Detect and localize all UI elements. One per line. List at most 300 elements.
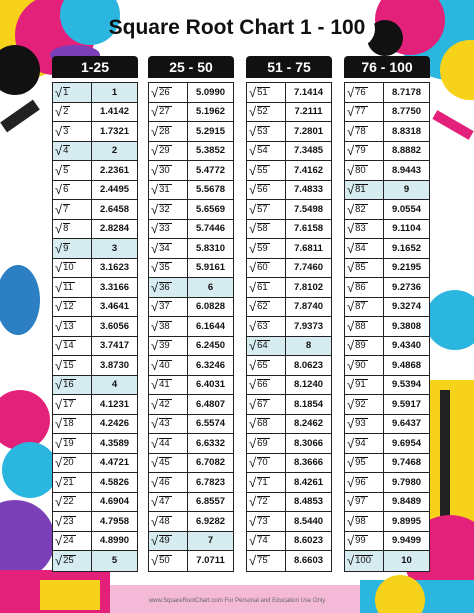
radicand-number: 9 — [63, 242, 69, 254]
radicand-cell — [53, 434, 92, 453]
radical-sign-icon: √ — [151, 435, 159, 451]
radical-sign-icon: √ — [55, 338, 63, 354]
radicand-cell — [53, 551, 92, 571]
table-row — [247, 454, 331, 474]
radicand-cell — [345, 239, 384, 258]
root-value: 2.2361 — [99, 164, 130, 176]
root-value: 6.2450 — [195, 340, 226, 352]
radicand-cell — [149, 532, 188, 551]
radicand-cell — [345, 83, 384, 102]
radicand-cell — [53, 200, 92, 219]
radicand-number: 83 — [355, 223, 366, 235]
root-value: 3.7417 — [99, 340, 130, 352]
radical-sign-icon: √ — [151, 396, 159, 412]
radicand-cell — [149, 376, 188, 395]
root-value: 2.4495 — [99, 184, 130, 196]
root-value: 7.6811 — [294, 242, 323, 254]
table-row — [149, 83, 233, 103]
radical-sign-icon: √ — [249, 162, 257, 178]
radicand-cell — [149, 454, 188, 473]
root-value: 7 — [207, 535, 214, 547]
radicand-number: 20 — [63, 457, 74, 469]
table-row — [149, 532, 233, 552]
radicand-cell — [247, 200, 286, 219]
table-row — [53, 142, 137, 162]
radicand-number: 61 — [257, 281, 268, 293]
radicand-cell — [149, 103, 188, 122]
radical-sign-icon: √ — [55, 357, 63, 373]
root-value: 5.1962 — [195, 106, 226, 118]
radicand-cell — [345, 551, 384, 571]
table-row — [53, 512, 137, 532]
radical-sign-icon: √ — [55, 162, 63, 178]
radicand-number: 54 — [257, 145, 268, 157]
radicand-number: 99 — [355, 535, 366, 547]
radical-sign-icon: √ — [151, 318, 159, 334]
table-row — [149, 512, 233, 532]
radical-sign-icon: √ — [151, 279, 159, 295]
table-row — [53, 395, 137, 415]
table-row — [247, 220, 331, 240]
radical-sign-icon: √ — [347, 435, 355, 451]
radical-sign-icon: √ — [249, 182, 257, 198]
root-value: 6.7082 — [195, 457, 226, 469]
radical-sign-icon: √ — [151, 533, 159, 549]
radicand-cell — [53, 122, 92, 141]
radicand-cell — [149, 83, 188, 102]
radical-sign-icon: √ — [249, 221, 257, 237]
radicand-number: 44 — [159, 437, 170, 449]
radicand-number: 45 — [159, 457, 170, 469]
radicand-number: 28 — [159, 125, 170, 137]
table-row — [345, 493, 429, 513]
root-value: 1.4142 — [99, 106, 130, 118]
table-row — [149, 376, 233, 396]
table-row — [53, 532, 137, 552]
root-value: 5.6569 — [195, 203, 226, 215]
root-value: 8.3066 — [293, 437, 324, 449]
radicand-cell — [247, 434, 286, 453]
radicand-number: 53 — [257, 125, 268, 137]
table-row — [149, 415, 233, 435]
table-row — [345, 317, 429, 337]
radicand-cell — [53, 142, 92, 161]
radicand-cell — [53, 220, 92, 239]
root-value: 7.8740 — [293, 301, 324, 313]
radicand-number: 78 — [355, 125, 366, 137]
radicand-number: 6 — [63, 184, 69, 196]
table-row — [247, 259, 331, 279]
column-header: 25 - 50 — [148, 56, 234, 78]
radicand-cell — [247, 298, 286, 317]
radicand-number: 11 — [63, 281, 74, 293]
radical-sign-icon: √ — [55, 396, 63, 412]
radicand-number: 59 — [257, 242, 268, 254]
root-value: 4 — [111, 379, 118, 391]
radicand-number: 2 — [63, 106, 69, 118]
radical-sign-icon: √ — [55, 279, 63, 295]
table-row — [345, 395, 429, 415]
root-value: 3.1623 — [99, 262, 130, 274]
table-row — [247, 551, 331, 571]
table-row — [345, 512, 429, 532]
radicand-number: 29 — [159, 145, 170, 157]
root-value: 9 — [403, 184, 410, 196]
radicand-number: 79 — [355, 145, 366, 157]
root-value: 8.8882 — [391, 145, 422, 157]
table-row — [149, 161, 233, 181]
root-value: 8.2462 — [293, 418, 324, 430]
radicand-number: 74 — [257, 535, 268, 547]
radicand-cell — [345, 493, 384, 512]
root-value: 6.4031 — [195, 379, 226, 391]
table-row — [345, 103, 429, 123]
radicand-cell — [345, 122, 384, 141]
radical-sign-icon: √ — [55, 240, 63, 256]
radical-sign-icon: √ — [249, 474, 257, 490]
radicand-cell — [149, 122, 188, 141]
radicand-number: 97 — [355, 496, 366, 508]
root-value: 6.5574 — [195, 418, 226, 430]
root-value: 6.9282 — [195, 515, 226, 527]
root-value: 9.5917 — [391, 398, 422, 410]
radicand-number: 48 — [159, 515, 170, 527]
column-4 — [344, 56, 430, 572]
radical-sign-icon: √ — [151, 494, 159, 510]
radicand-cell — [345, 220, 384, 239]
root-value: 10 — [401, 555, 412, 567]
table-row — [149, 220, 233, 240]
radicand-cell — [247, 532, 286, 551]
table-row — [247, 239, 331, 259]
table-row — [247, 493, 331, 513]
root-value: 5.3852 — [195, 145, 226, 157]
radical-sign-icon: √ — [55, 104, 63, 120]
root-value: 8 — [305, 340, 312, 352]
page-title: Square Root Chart 1 - 100 — [108, 16, 366, 39]
radicand-number: 94 — [355, 437, 366, 449]
table-row — [345, 83, 429, 103]
radicand-number: 8 — [63, 223, 69, 235]
radical-sign-icon: √ — [55, 494, 63, 510]
radicand-cell — [53, 181, 92, 200]
table-row — [53, 161, 137, 181]
table-row — [149, 122, 233, 142]
radicand-number: 86 — [355, 281, 366, 293]
radical-sign-icon: √ — [347, 143, 355, 159]
radical-sign-icon: √ — [55, 221, 63, 237]
radicand-number: 16 — [63, 379, 74, 391]
radicand-number: 64 — [257, 340, 268, 352]
radicand-number: 40 — [159, 359, 170, 371]
radicand-number: 3 — [63, 125, 69, 137]
root-value: 8.9443 — [391, 164, 422, 176]
radical-sign-icon: √ — [151, 377, 159, 393]
root-value: 5.0990 — [195, 86, 226, 98]
table-row — [53, 83, 137, 103]
radicand-cell — [247, 376, 286, 395]
column-header: 76 - 100 — [344, 56, 430, 78]
radicand-number: 21 — [63, 476, 74, 488]
root-value: 3 — [111, 242, 118, 254]
radicand-number: 63 — [257, 320, 268, 332]
root-value: 6 — [207, 281, 214, 293]
radicand-cell — [149, 200, 188, 219]
radical-sign-icon: √ — [347, 396, 355, 412]
root-value: 4.4721 — [99, 457, 130, 469]
radical-sign-icon: √ — [151, 513, 159, 529]
radical-sign-icon: √ — [249, 123, 257, 139]
radical-sign-icon: √ — [55, 513, 63, 529]
radicand-number: 30 — [159, 164, 170, 176]
radicand-cell — [149, 317, 188, 336]
root-value: 9.3274 — [391, 301, 422, 313]
radicand-number: 60 — [257, 262, 268, 274]
radicand-cell — [149, 181, 188, 200]
radicand-number: 39 — [159, 340, 170, 352]
radicand-cell — [247, 278, 286, 297]
radical-sign-icon: √ — [55, 455, 63, 471]
root-value: 6.8557 — [195, 496, 226, 508]
table-row — [345, 239, 429, 259]
radical-sign-icon: √ — [151, 338, 159, 354]
radicand-number: 56 — [257, 184, 268, 196]
table-row — [149, 493, 233, 513]
table-row — [247, 434, 331, 454]
radical-sign-icon: √ — [151, 221, 159, 237]
radical-sign-icon: √ — [249, 533, 257, 549]
radicand-number: 93 — [355, 418, 366, 430]
radicand-cell — [247, 473, 286, 492]
root-value: 9.8489 — [391, 496, 422, 508]
radicand-cell — [247, 161, 286, 180]
radical-sign-icon: √ — [347, 416, 355, 432]
root-value: 8.6023 — [293, 535, 324, 547]
table-row — [149, 200, 233, 220]
root-value: 4.2426 — [99, 418, 130, 430]
radicand-number: 98 — [355, 515, 366, 527]
root-value: 4.8990 — [99, 535, 130, 547]
radicand-number: 41 — [159, 379, 170, 391]
radical-sign-icon: √ — [249, 240, 257, 256]
radical-sign-icon: √ — [55, 416, 63, 432]
column-table — [148, 82, 234, 572]
root-value: 9.2195 — [391, 262, 422, 274]
radicand-number: 17 — [63, 398, 74, 410]
radicand-number: 80 — [355, 164, 366, 176]
radicand-number: 71 — [257, 476, 268, 488]
table-row — [149, 356, 233, 376]
radicand-number: 22 — [63, 496, 74, 508]
radicand-cell — [345, 259, 384, 278]
radical-sign-icon: √ — [249, 338, 257, 354]
table-row — [345, 415, 429, 435]
radicand-cell — [345, 317, 384, 336]
radicand-cell — [53, 454, 92, 473]
radical-sign-icon: √ — [347, 377, 355, 393]
radicand-cell — [149, 142, 188, 161]
radical-sign-icon: √ — [249, 143, 257, 159]
radicand-cell — [345, 395, 384, 414]
radicand-cell — [247, 142, 286, 161]
column-header: 51 - 75 — [246, 56, 332, 78]
radical-sign-icon: √ — [249, 201, 257, 217]
radicand-cell — [345, 532, 384, 551]
radical-sign-icon: √ — [249, 279, 257, 295]
radicand-number: 10 — [63, 262, 74, 274]
root-value: 7.4833 — [293, 184, 324, 196]
root-value: 8.4261 — [293, 476, 324, 488]
root-value: 6.0828 — [195, 301, 226, 313]
radicand-cell — [345, 473, 384, 492]
radicand-number: 62 — [257, 301, 268, 313]
radical-sign-icon: √ — [55, 123, 63, 139]
radicand-cell — [53, 512, 92, 531]
root-value: 5.8310 — [195, 242, 226, 254]
radical-sign-icon: √ — [151, 240, 159, 256]
radicand-cell — [149, 337, 188, 356]
root-value: 8.6603 — [293, 555, 324, 567]
table-row — [53, 122, 137, 142]
radicand-number: 76 — [355, 86, 366, 98]
root-value: 9.1104 — [392, 223, 421, 235]
radicand-cell — [247, 122, 286, 141]
root-value: 7.4162 — [293, 164, 324, 176]
radicand-cell — [345, 376, 384, 395]
radical-sign-icon: √ — [249, 435, 257, 451]
radicand-number: 50 — [159, 555, 170, 567]
radicand-cell — [149, 356, 188, 375]
radicand-number: 25 — [63, 555, 74, 567]
radicand-number: 58 — [257, 223, 268, 235]
root-value: 7.1414 — [293, 86, 324, 98]
radicand-number: 81 — [355, 184, 366, 196]
root-value: 5.4772 — [195, 164, 226, 176]
root-value: 2 — [111, 145, 118, 157]
radicand-number: 72 — [257, 496, 268, 508]
radicand-cell — [345, 415, 384, 434]
radical-sign-icon: √ — [249, 396, 257, 412]
table-row — [345, 142, 429, 162]
radicand-number: 69 — [257, 437, 268, 449]
table-row — [53, 259, 137, 279]
table-row — [345, 356, 429, 376]
table-row — [247, 532, 331, 552]
root-value: 9.6437 — [391, 418, 422, 430]
table-row — [53, 415, 137, 435]
radical-sign-icon: √ — [55, 474, 63, 490]
radical-sign-icon: √ — [347, 104, 355, 120]
table-row — [149, 259, 233, 279]
root-value: 9.7468 — [391, 457, 422, 469]
radicand-number: 67 — [257, 398, 268, 410]
root-value: 7.5498 — [293, 203, 324, 215]
radicand-number: 87 — [355, 301, 366, 313]
radicand-cell — [53, 83, 92, 102]
root-value: 7.6158 — [293, 223, 324, 235]
radical-sign-icon: √ — [347, 299, 355, 315]
column-header: 1-25 — [52, 56, 138, 78]
root-value: 3.8730 — [99, 359, 130, 371]
table-row — [345, 181, 429, 201]
radicand-cell — [53, 239, 92, 258]
radicand-cell — [53, 103, 92, 122]
footer-credit: www.SquareRootChart.com For Personal and Education Use Only — [148, 598, 326, 604]
root-value: 8.7178 — [391, 86, 422, 98]
root-value: 6.7823 — [195, 476, 226, 488]
radical-sign-icon: √ — [151, 416, 159, 432]
radicand-number: 96 — [355, 476, 366, 488]
radicand-number: 82 — [355, 203, 366, 215]
root-value: 8.8318 — [391, 125, 422, 137]
radical-sign-icon: √ — [347, 182, 355, 198]
radicand-cell — [149, 434, 188, 453]
root-value: 4.5826 — [99, 476, 130, 488]
radicand-cell — [247, 239, 286, 258]
table-row — [247, 278, 331, 298]
column-1 — [52, 56, 138, 572]
root-value: 9.7980 — [391, 476, 422, 488]
radical-sign-icon: √ — [347, 221, 355, 237]
radicand-number: 18 — [63, 418, 74, 430]
radicand-cell — [53, 473, 92, 492]
table-row — [247, 317, 331, 337]
radical-sign-icon: √ — [55, 260, 63, 276]
table-row — [53, 278, 137, 298]
table-row — [247, 356, 331, 376]
radicand-cell — [247, 220, 286, 239]
root-value: 3.4641 — [99, 301, 130, 313]
radical-sign-icon: √ — [249, 416, 257, 432]
radicand-number: 35 — [159, 262, 170, 274]
radicand-cell — [149, 220, 188, 239]
radicand-number: 88 — [355, 320, 366, 332]
root-value: 8.4853 — [293, 496, 324, 508]
radical-sign-icon: √ — [347, 553, 355, 569]
radicand-cell — [53, 161, 92, 180]
table-row — [345, 122, 429, 142]
radicand-cell — [149, 278, 188, 297]
radicand-number: 85 — [355, 262, 366, 274]
table-row — [53, 376, 137, 396]
radicand-cell — [247, 337, 286, 356]
table-row — [247, 161, 331, 181]
radicand-cell — [53, 415, 92, 434]
radicand-cell — [149, 298, 188, 317]
table-row — [149, 142, 233, 162]
radicand-cell — [247, 493, 286, 512]
root-value: 8.7750 — [391, 106, 422, 118]
root-value: 8.3666 — [293, 457, 324, 469]
radicand-cell — [247, 512, 286, 531]
root-value: 7.9373 — [293, 320, 324, 332]
radicand-number: 68 — [257, 418, 268, 430]
table-row — [345, 278, 429, 298]
radicand-number: 5 — [63, 164, 69, 176]
column-table — [52, 82, 138, 572]
radicand-cell — [345, 103, 384, 122]
table-row — [247, 298, 331, 318]
radical-sign-icon: √ — [55, 377, 63, 393]
radical-sign-icon: √ — [55, 553, 63, 569]
radical-sign-icon: √ — [55, 435, 63, 451]
radicand-number: 65 — [257, 359, 268, 371]
table-row — [53, 493, 137, 513]
table-row — [345, 551, 429, 571]
radicand-number: 1 — [63, 86, 69, 98]
radicand-cell — [345, 278, 384, 297]
radicand-number: 13 — [63, 320, 74, 332]
